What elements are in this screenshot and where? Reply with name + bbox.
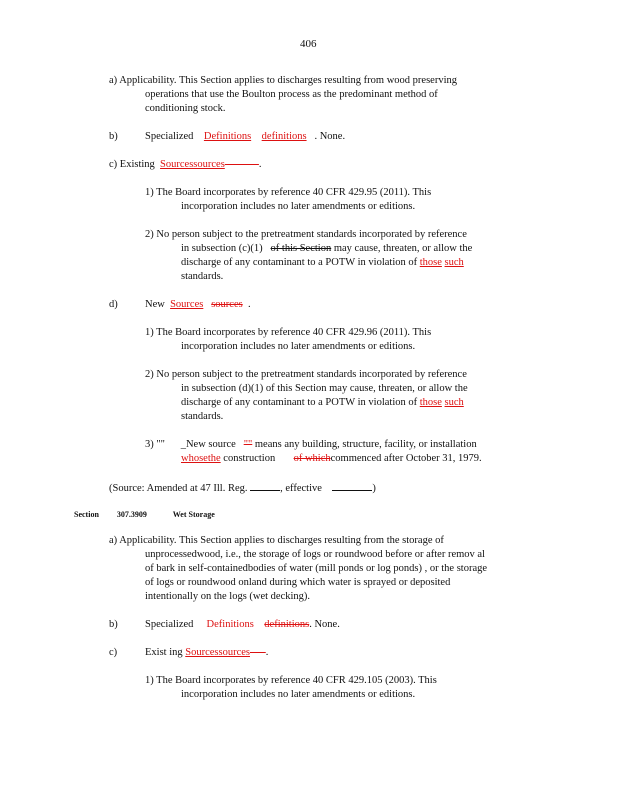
item-d3-line bbox=[145, 438, 477, 451]
page-number: 406 bbox=[300, 38, 317, 50]
text: 3) "" bbox=[145, 439, 165, 450]
inserted-text: those bbox=[419, 257, 442, 268]
item-c1-line: incorporation includes no later amendments or editions. bbox=[181, 689, 416, 700]
item-d1-line: incorporation includes no later amendments or editions. bbox=[181, 341, 416, 352]
item-c1-line: 1) The Board incorporates by reference 40 CFR 429.95 (2011). This bbox=[145, 187, 432, 198]
subsection-b-label: b) bbox=[109, 131, 118, 142]
text: Specialized bbox=[145, 619, 194, 630]
item-d1-line: 1) The Board incorporates by reference 40 CFR 429.96 (2011). This bbox=[145, 327, 432, 338]
item-d2-line: in subsection (d)(1) of this Section may cause, threaten, or allow the bbox=[181, 383, 468, 394]
text: construction bbox=[223, 453, 276, 464]
text: _New source bbox=[180, 439, 236, 450]
text: Exist ing bbox=[145, 647, 183, 658]
section-heading bbox=[74, 508, 215, 521]
inserted-text: whosethe bbox=[181, 453, 221, 464]
text: Specialized bbox=[145, 131, 194, 142]
subsection-a-line: operations that use the Boulton process as the predominant method of bbox=[145, 89, 438, 100]
inserted-text: Sourcessources bbox=[185, 647, 250, 658]
subsection-a-line: a) Applicability. This Section applies to discharges resulting from the storage of bbox=[109, 535, 444, 546]
text: discharge of any contaminant to a POTW in violation of bbox=[181, 257, 418, 268]
item-d2-line: 2) No person subject to the pretreatment standards incorporated by reference bbox=[145, 369, 467, 380]
text: discharge of any contaminant to a POTW in violation of bbox=[181, 397, 418, 408]
item-d2-line: standards. bbox=[181, 411, 224, 422]
section-number: 307.3909 bbox=[116, 510, 147, 519]
subsection-a-line: of bark in self-containedbodies of water (mill ponds or log ponds) , or the storage bbox=[145, 563, 488, 574]
subsection-c-label: c) bbox=[109, 647, 118, 658]
deleted-text: definitions bbox=[264, 619, 310, 630]
text: means any building, structure, facility, or installation bbox=[254, 439, 477, 450]
text: . None. bbox=[314, 131, 346, 142]
source-note bbox=[109, 480, 376, 495]
inserted-text: definitions bbox=[261, 131, 307, 142]
text: in subsection (c)(1) bbox=[181, 243, 263, 254]
item-c2-line bbox=[181, 256, 464, 269]
deleted-text: of which bbox=[293, 453, 331, 464]
text: , effective bbox=[280, 483, 322, 494]
text: . None. bbox=[309, 619, 340, 630]
deleted-text: "" bbox=[243, 439, 253, 450]
subsection-b-label: b) bbox=[109, 619, 118, 630]
section-label: Section bbox=[74, 510, 99, 519]
subsection-b-text bbox=[145, 130, 345, 143]
section-title: Wet Storage bbox=[172, 510, 215, 519]
subsection-c-heading: Exist ing Sourcessources . bbox=[145, 647, 269, 658]
text: may cause, threaten, or allow the bbox=[333, 243, 473, 254]
subsection-c-heading: c) Existing Sourcessources . bbox=[109, 159, 262, 170]
subsection-a-line: of logs or roundwood onland during which water is sprayed or deposited bbox=[145, 577, 451, 588]
inserted-text: Sources bbox=[170, 299, 204, 310]
text: (Source: Amended at 47 Ill. Reg. bbox=[109, 483, 248, 494]
inserted-text: Definitions bbox=[203, 131, 252, 142]
item-c2-line: 2) No person subject to the pretreatment standards incorporated by reference bbox=[145, 229, 467, 240]
item-c1-line: incorporation includes no later amendments or editions. bbox=[181, 201, 416, 212]
inserted-text: Definitions bbox=[206, 619, 254, 630]
subsection-a-line: conditioning stock. bbox=[145, 103, 226, 114]
subsection-a-line: a) Applicability. This Section applies to discharges resulting from wood preserving bbox=[109, 75, 457, 86]
subsection-d-label: d) bbox=[109, 299, 118, 310]
deleted-text: sources bbox=[211, 299, 243, 310]
text: New bbox=[145, 299, 165, 310]
subsection-d-heading: New Sources sources . bbox=[145, 299, 251, 310]
text: ) bbox=[372, 483, 376, 494]
deleted-text: of this Section bbox=[270, 243, 332, 254]
subsection-a-line: unprocessedwood, i.e., the storage of logs or roundwood before or after remov al bbox=[145, 549, 485, 560]
subsection-a-line: intentionally on the logs (wet decking). bbox=[145, 591, 311, 602]
text: commenced after October 31, 1979. bbox=[330, 453, 482, 464]
inserted-text: Sourcessources bbox=[160, 159, 225, 170]
item-c1-line: 1) The Board incorporates by reference 40 CFR 429.105 (2003). This bbox=[145, 675, 437, 686]
item-d2-line bbox=[181, 396, 464, 409]
item-c2-line: standards. bbox=[181, 271, 224, 282]
text: c) Existing bbox=[109, 159, 155, 170]
subsection-b-text bbox=[145, 618, 340, 631]
inserted-text: such bbox=[444, 257, 464, 268]
item-c2-line bbox=[181, 242, 472, 255]
inserted-text: such bbox=[444, 397, 464, 408]
inserted-text: those bbox=[419, 397, 442, 408]
item-d3-line bbox=[181, 452, 482, 465]
